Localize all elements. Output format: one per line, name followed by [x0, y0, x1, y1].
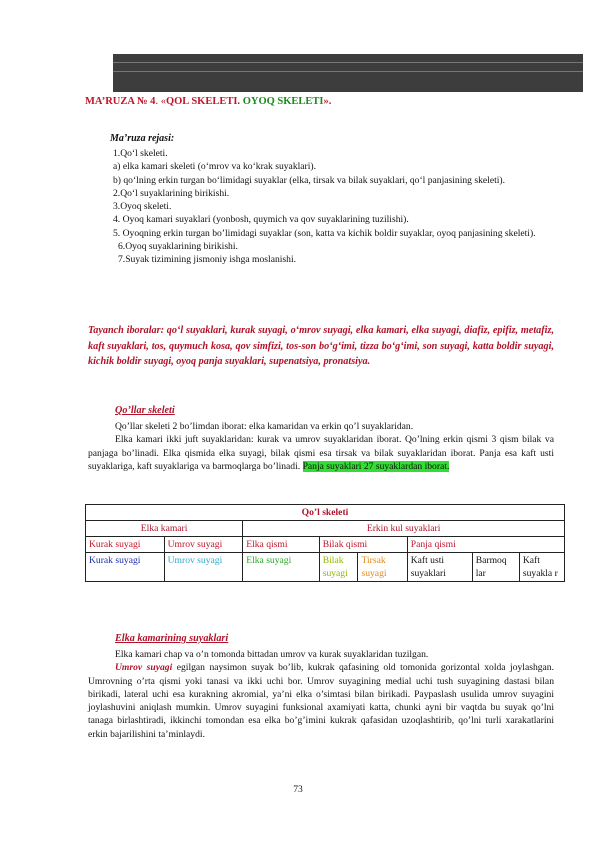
section-shoulder-girdle-text	[88, 648, 554, 741]
paragraph-text: Elka kamari ikki juft suyaklaridan: kurak va umrov suyaklaridan iborat. Qo’lning erkin qismi 3 qism bilak va panjaga bo’linadi. Elka qismida elka suyagi, bilak qismi esa tirsak va bilak suyaklaridan iborat. Panja esa kaft usti suyaklariga, kaft suyaklariga va barmoqlarga bo’linadi.	[88, 434, 554, 472]
section-arm-skeleton-text	[88, 420, 554, 473]
plan-item: 2.Qo‘l suyaklarining birikishi.	[113, 187, 230, 199]
table-row	[86, 521, 565, 537]
header-banner-lines	[113, 62, 583, 72]
plan-item: b) qo‘lning erkin turgan bo‘limidagi suyaklar (elka, tirsak va bilak suyaklari, qo‘l panjasining skeleti).	[113, 174, 506, 186]
plan-heading: Ma’ruza rejasi:	[110, 133, 175, 144]
plan-item: 1.Qo‘l skeleti.	[113, 148, 168, 159]
plan-item: a) elka kamari skeleti (o‘mrov va ko‘krak suyaklari).	[113, 161, 316, 173]
lecture-title	[85, 96, 331, 107]
table-title: Qo’l skeleti	[86, 505, 565, 521]
header-banner	[113, 54, 583, 92]
title-separator: . «	[155, 96, 166, 107]
table-row	[86, 553, 565, 582]
term-clavicle: Umrov suyagi	[115, 662, 173, 674]
table-cell: Umrov suyagi	[164, 553, 243, 582]
table-cell: Panja qismi	[407, 537, 564, 553]
table-cell: Elka suyagi	[243, 553, 320, 582]
paragraph	[88, 661, 554, 741]
table-row	[86, 537, 565, 553]
title-oyoq: OYOQ SKELETI	[242, 96, 324, 107]
section-heading-shoulder-girdle: Elka kamarining suyaklari	[115, 633, 229, 644]
plan-item: 4. Oyoq kamari suyaklari (yonbosh, quymich va qov suyaklarining tuzilishi).	[113, 214, 409, 226]
table-cell: Umrov suyagi	[164, 537, 243, 553]
plan-item: 5. Oyoqning erkin turgan bo’limidagi suyaklar (son, katta va kichik boldir suyaklar, oyoq panjasining skeleti).	[113, 227, 536, 239]
plan-item: 3.Oyoq skeleti.	[113, 201, 172, 213]
keywords-paragraph: Tayanch iboralar: qo‘l suyaklari, kurak suyagi, o‘mrov suyagi, elka kamari, elka suyagi, diafiz, epifiz, metafiz, kaft suyaklari, tos, quymuch kosa, qov simfizi, tos-son bo‘g‘imi, tizza bo‘g‘imi, son suyagi, katta boldir suyagi, kichik boldir suyagi, oyoq panja suyaklari, supenatsiya, pronatsiya.	[88, 325, 554, 368]
table-cell: Tirsak suyagi	[358, 553, 407, 582]
table-cell: Kaft suyakla r	[519, 553, 564, 582]
title-suffix: ».	[323, 96, 332, 107]
table-cell: Elka qismi	[243, 537, 320, 553]
table-cell: Kaft usti suyaklari	[407, 553, 472, 582]
table-cell: Kurak suyagi	[86, 537, 165, 553]
plan-list	[113, 147, 553, 267]
section-heading-arm-skeleton: Qo’llar skeleti	[115, 405, 175, 416]
paragraph-text: egilgan naysimon suyak bo’lib, kukrak qafasining old tomonida gorizontal xolda joylashgan. Umrovning o’rta qismi yoki tanasi va ikki uchi bor. Umrov suyagining medial uchi tush suyagining dastasi bilan birikadi, lateral uchi esa kurakning akromial, ya’ni elka o’simtasi bilan birikadi. Paypaslash usulida umrov suyagini joylashuvini aniqlash mumkin. Umrov suyagini funksional axamiyati katta, chunki ayni bir vaqtda bu suyak qo’lni tanaga birlashtiradi, ikkinchi tomondan esa elka bo’g’imini kukrak qafasidan uzoqlashtirib, qo’lni turli xarakatlarini erkin bajarilishini ta’minlaydi.	[88, 662, 554, 740]
table-row	[86, 505, 565, 521]
plan-item: 6.Oyoq suyaklarining birikishi.	[118, 241, 238, 253]
plan-item: 7.Suyak tizimining jismoniy ishga moslanishi.	[118, 254, 297, 266]
highlighted-text: Panja suyaklari 27 suyaklardan iborat.	[302, 460, 450, 472]
paragraph: Qo’llar skeleti 2 bo’limdan iborat: elka kamaridan va erkin qo’l suyaklaridan.	[115, 421, 414, 432]
table-cell: Bilak suyagi	[319, 553, 358, 582]
table-group-header: Elka kamari	[86, 521, 243, 537]
lecture-number: MA’RUZA № 4	[85, 96, 156, 107]
table-cell: Bilak qismi	[319, 537, 407, 553]
paragraph	[88, 433, 554, 473]
paragraph: Elka kamari chap va o’n tomonda bittadan umrov va kurak suyaklaridan tuzilgan.	[115, 649, 429, 660]
page-number: 73	[293, 784, 303, 795]
table-group-header: Erkin kul suyaklari	[243, 521, 565, 537]
table-cell: Kurak suyagi	[86, 553, 165, 582]
title-qol: QOL SKELETI.	[165, 96, 241, 107]
arm-skeleton-table	[85, 504, 565, 582]
table-cell: Barmoq lar	[472, 553, 519, 582]
